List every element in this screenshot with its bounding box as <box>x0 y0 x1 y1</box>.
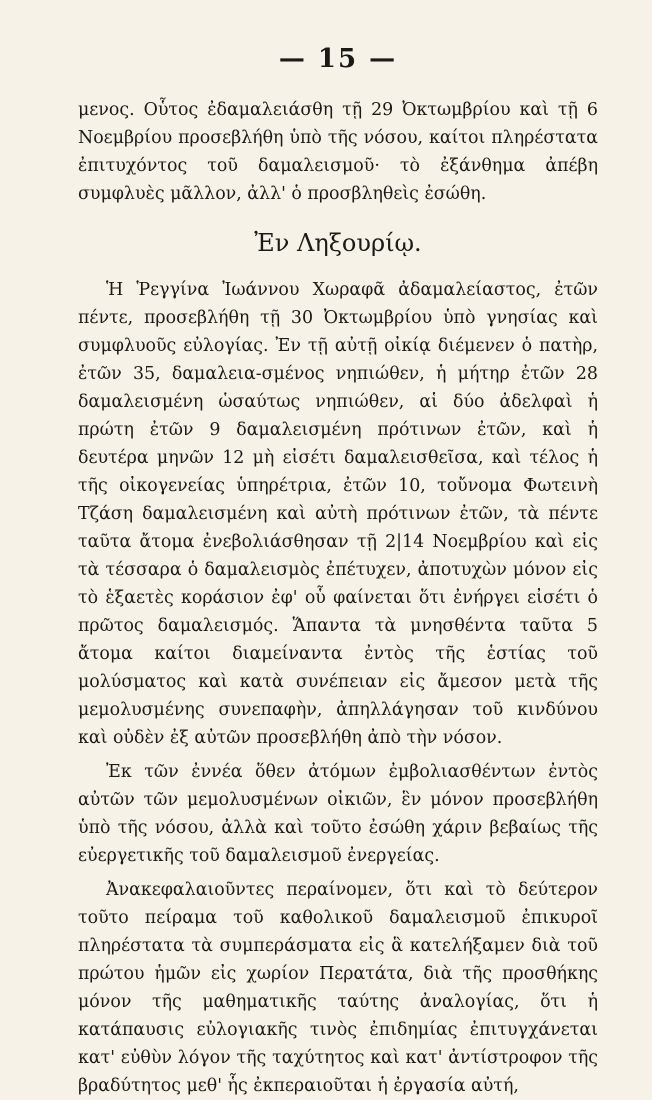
section-heading: Ἐν Ληξουρίῳ. <box>254 229 422 257</box>
paragraph-3: Ἀνακεφαλαιοῦντες περαίνομεν, ὅτι καὶ τὸ δεύτερον τοῦτο πείραμα τοῦ καθολικοῦ δαμαλεισμοῦ ἐπικυροῖ πληρέστατα τὰ συμπεράσματα εἰς ἃ κατελήξαμεν διὰ τοῦ πρώτου ἡμῶν εἰς χωρίον Περατάτα, διὰ τῆς προσθήκης μόνον τῆς μαθηματικῆς ταύτης ἀναλογίας, ὅτι ἡ κατάπαυσις εὐλογιακῆς τινὸς ἐπιδημίας ἐπιτυγχάνεται κατ' εὐθὺν λόγον τῆς ταχύτητος καὶ κατ' ἀντίστροφον τῆς βραδύτητος μεθ' ἧς ἐκπεραιοῦται ἡ ἐργασία αὐτή, <box>78 880 598 1096</box>
paragraph-1: Ἡ Ῥεγγίνα Ἰωάννου Χωραφᾶ ἀδαμαλείαστος, ἐτῶν πέντε, προσεβλήθη τῇ 30 Ὀκτωμβρίου ὑπὸ γνησίας καὶ συμφλυοῦς εὐλογίας. Ἐν τῇ αὐτῇ οἰκίᾳ διέμενεν ὁ πατὴρ, ἐτῶν 35, δαμαλεια-σμένος νηπιώθεν, ἡ μήτηρ ἐτῶν 28 δαμαλεισμένη ὡσαύτως νηπιώθεν, αἱ δύο ἀδελφαὶ ἡ πρώτη ἐτῶν 9 δαμαλεισμένη πρότινων ἐτῶν, καὶ ἡ δευτέρα μηνῶν 12 μὴ εἰσέτι δαμαλεισθεῖσα, καὶ τέλος ἡ τῆς οἰκογενείας ὑπηρέτρια, ἐτῶν 10, τοὔνομα Φωτεινὴ Τζάση δαμαλεισμένη καὶ αὐτὴ πρότινων ἐτῶν, τὰ πέντε ταῦτα ἄτομα ἐνεβολιάσθησαν τῇ 2|14 Νοεμβρίου καὶ εἰς τὰ τέσσαρα ὁ δαμαλεισμὸς ἐπέτυχεν, ἀποτυχὼν μόνον εἰς τὸ ἑξαετὲς κοράσιον ἐφ' οὗ φαίνεται ὅτι ἐνήργει εἰσέτι ὁ πρῶτος δαμαλεισμός. Ἅπαντα τὰ μνησθέντα ταῦτα 5 ἄτομα καίτοι διαμείναντα ἐντὸς τῆς ἑστίας τοῦ μολύσματος καὶ κατὰ συνέπειαν εἰς ἄμεσον μετὰ τῆς μεμολυσμένης συνεπαφὴν, ἀπηλλάγησαν τοῦ κινδύνου καὶ οὐδὲν ἐξ αὐτῶν προσεβλήθη ἀπὸ τὴν νόσον. <box>78 280 598 748</box>
paragraph-2: Ἐκ τῶν ἐννέα ὅθεν ἀτόμων ἐμβολιασθέντων ἐντὸς αὐτῶν τῶν μεμολυσμένων οἰκιῶν, ἓν μόνον προσεβλήθη ὑπὸ τῆς νόσου, ἀλλὰ καὶ τοῦτο ἐσώθη χάριν βεβαίως τῆς εὐεργετικῆς τοῦ δαμαλεισμοῦ ἐνεργείας. <box>78 762 598 866</box>
paragraph-continuation: μενος. Οὗτος ἐδαμαλειάσθη τῇ 29 Ὀκτωμβρίου καὶ τῇ 6 Νοεμβρίου προσεβλήθη ὑπὸ τῆς νόσου, καίτοι πληρέστατα ἐπιτυχόντος τοῦ δαμαλεισμοῦ· τὸ ἐξάνθημα ἀπέβη συμφλυὲς μᾶλλον, ἀλλ' ὁ προσβληθεὶς ἐσώθη. <box>78 100 598 204</box>
page-number: — 15 — <box>278 44 398 74</box>
